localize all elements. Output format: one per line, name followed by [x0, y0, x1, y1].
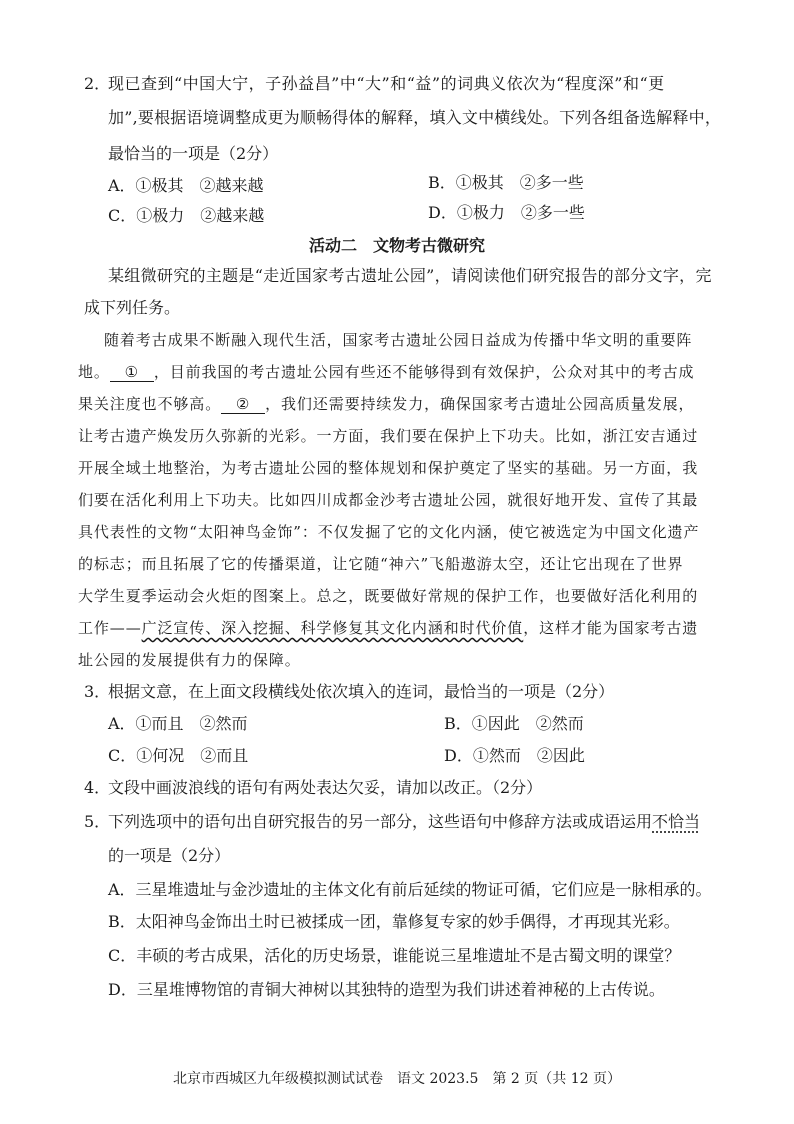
passage-line: 址公园的发展提供有力的保障。 — [78, 651, 301, 669]
q2-option-a[interactable]: A．①极其 ②越来越 — [108, 176, 264, 195]
q5-option-a[interactable]: A．三星堆遗址与金沙遗址的主体文化有前后延续的物证可循，它们应是一脉相承的。 — [108, 880, 712, 899]
blank-1: ① — [110, 363, 154, 382]
q2-stem-line2: 加”,要根据语境调整成更为顺畅得体的解释，填入文中横线处。下列各组备选解释中， — [108, 108, 722, 127]
q3-stem: 根据文意，在上面文段横线处依次填入的连词，最恰当的一项是（2分） — [108, 682, 615, 701]
q5-emphasis-text: 不恰当 — [652, 812, 701, 831]
passage-line-with-wavy — [78, 618, 698, 638]
passage-line-with-blank2 — [78, 394, 694, 414]
passage-line: 大学生夏季运动会火炬的图案上。总之，既要做好常规的保护工作，也要做好活化利用的 — [78, 587, 699, 605]
passage-text: 地。 — [78, 363, 110, 381]
page-footer: 北京市西城区九年级模拟测试试卷 语文 2023.5 第 2 页（共 12 页） — [173, 1071, 621, 1087]
passage-line: 的标志；而且拓展了它的传播渠道，让它随“神六”飞船遨游太空，还让它出现在了世界 — [78, 555, 684, 573]
q4-number: 4． — [84, 778, 111, 797]
passage-line: 让考古遗产焕发历久弥新的光彩。一方面，我们要在保护上下功夫。比如，浙江安吉通过 — [78, 427, 699, 445]
q5-number: 5． — [84, 812, 111, 831]
q5-option-c[interactable]: C．丰硕的考古成果，活化的历史场景，谁能说三星堆遗址不是古蜀文明的课堂？ — [108, 946, 681, 965]
q3-option-a[interactable]: A．①而且 ②然而 — [108, 714, 248, 733]
q3-option-c[interactable]: C．①何况 ②而且 — [108, 746, 249, 765]
q5-stem-line1 — [108, 812, 700, 832]
q2-option-c[interactable]: C．①极力 ②越来越 — [108, 206, 265, 225]
section-title: 活动二 文物考古微研究 — [308, 236, 485, 255]
q2-option-b[interactable]: B．①极其 ②多一些 — [428, 173, 584, 192]
passage-line: 开展全域土地整治，为考古遗址公园的整体规划和保护奠定了坚实的基础。另一方面，我 — [78, 459, 699, 477]
q3-option-d[interactable]: D．①然而 ②因此 — [444, 746, 585, 765]
passage-line: 随着考古成果不断融入现代生活，国家考古遗址公园日益成为传播中华文明的重要阵 — [104, 331, 693, 349]
intro-line1: 某组微研究的主题是“走近国家考古遗址公园”，请阅读他们研究报告的部分文字，完 — [108, 266, 712, 285]
q4-stem: 文段中画波浪线的语句有两处表达欠妥，请加以改正。（2分） — [108, 778, 543, 797]
passage-text: 果关注度也不够高。 — [78, 395, 222, 413]
q5-option-d[interactable]: D．三星堆博物馆的青铜大神树以其独特的造型为我们讲述着神秘的上古传说。 — [108, 980, 665, 999]
passage-line-with-blank1 — [78, 362, 694, 382]
passage-text: ，目前我国的考古遗址公园有些还不能够得到有效保护，公众对其中的考古成 — [153, 363, 695, 381]
wavy-underlined-sentence: 广泛宣传、深入挖掘、科学修复其文化内涵和时代价值 — [141, 619, 524, 637]
q5-stem-text: 下列选项中的语句出自研究报告的另一部分，这些语句中修辞方法或成语运用 — [108, 812, 653, 831]
q2-stem-line1: 现已查到“中国大宁，子孙益昌”中“大”和“益”的词典义依次为“程度深”和“更 — [108, 74, 665, 93]
q2-number: 2． — [84, 74, 111, 93]
q5-stem-line2: 的一项是（2分） — [108, 846, 231, 865]
passage-text: 工作—— — [78, 619, 142, 637]
q3-number: 3． — [84, 682, 111, 701]
q2-option-d[interactable]: D．①极力 ②多一些 — [428, 203, 585, 222]
q2-stem-line3: 最恰当的一项是（2分） — [108, 144, 279, 163]
passage-text: ，这样才能为国家考古遗 — [523, 619, 699, 637]
passage-text: ，我们还需要持续发力，确保国家考古遗址公园高质量发展， — [265, 395, 695, 413]
intro-line2: 成下列任务。 — [84, 298, 181, 317]
q3-option-b[interactable]: B．①因此 ②然而 — [444, 714, 584, 733]
passage-line: 具代表性的文物“太阳神鸟金饰”：不仅发掘了它的文化内涵，使它被选定为中国文化遗产 — [78, 523, 700, 541]
passage-line: 们要在活化利用上下功夫。比如四川成都金沙考古遗址公园，就很好地开发、宣传了其最 — [78, 491, 699, 509]
blank-2: ② — [221, 395, 265, 414]
q5-option-b[interactable]: B．太阳神鸟金饰出土时已被揉成一团，靠修复专家的妙手偶得，才再现其光彩。 — [108, 912, 680, 931]
